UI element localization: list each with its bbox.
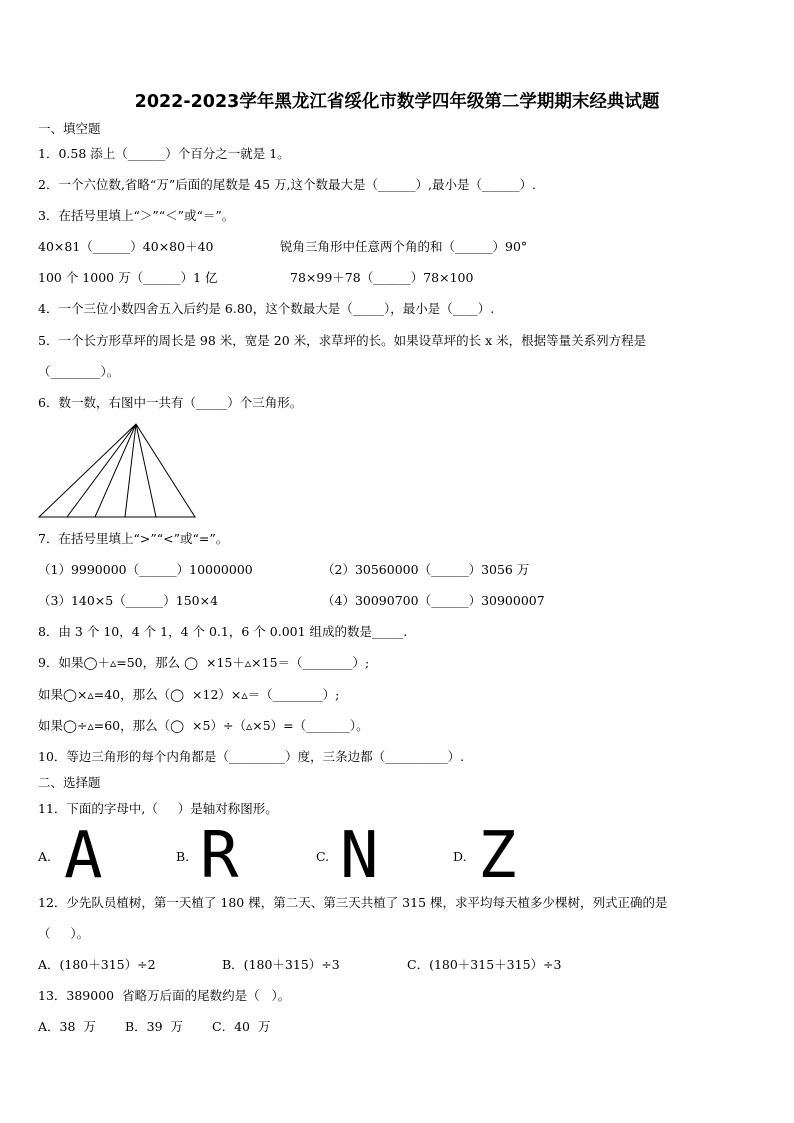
question-13-option-b: B．39 万: [125, 1019, 184, 1034]
question-7: 7．在括号里填上“>”“<”或“=”。: [38, 531, 229, 546]
question-12-option-c: C．(180＋315＋315）÷3: [407, 957, 562, 972]
question-3-item-d: 78×99＋78（______）78×100: [290, 270, 474, 285]
question-12-line-2: （ ）。: [38, 926, 90, 941]
option-a-letter: A: [64, 819, 103, 893]
question-12-option-b: B．(180＋315）÷3: [222, 957, 340, 972]
question-9-line-1: 9．如果◯＋▵=50，那么 ◯ ×15＋▵×15＝（________）;: [38, 655, 370, 670]
question-6: 6．数一数，右图中一共有（_____）个三角形。: [38, 395, 303, 410]
option-b-label: B.: [176, 849, 190, 864]
question-3: 3．在括号里填上“＞”“＜”或“＝”。: [38, 208, 235, 223]
question-5-line-2: （________）。: [38, 364, 120, 379]
question-7-item-3: （3）140×5（______）150×4: [38, 593, 219, 608]
question-3-item-c: 100 个 1000 万（______）1 亿: [38, 270, 218, 285]
question-1: 1．0.58 添上（______）个百分之一就是 1。: [38, 146, 290, 161]
question-2: 2．一个六位数,省略“万”后面的尾数是 45 万,这个数最大是（______）,最小是（______）.: [38, 177, 536, 192]
option-c-label: C.: [316, 849, 330, 864]
question-3-item-b: 锐角三角形中任意两个角的和（______）90°: [280, 239, 528, 254]
option-a-label: A.: [38, 849, 52, 864]
question-9-line-2: 如果◯×▵=40，那么（◯ ×12）×▵＝（________）;: [38, 687, 340, 702]
question-7-item-2: （2）30560000（______）3056 万: [322, 562, 530, 577]
question-11: 11．下面的字母中,（ ）是轴对称图形。: [38, 801, 278, 816]
option-c-letter: N: [340, 819, 379, 893]
option-b-letter: R: [200, 819, 239, 893]
question-10: 10．等边三角形的每个内角都是（_________）度，三条边都（__________）.: [38, 749, 465, 764]
question-13: 13．389000 省略万后面的尾数约是（ ）。: [38, 988, 291, 1003]
section-heading-choice: 二、选择题: [38, 775, 101, 790]
question-9-line-3: 如果◯÷▵=60，那么（◯ ×5）÷（▵×5）=（_______）。: [38, 718, 369, 733]
section-heading-fill-in: 一、填空题: [38, 121, 101, 136]
question-8: 8．由 3 个 10，4 个 1，4 个 0.1，6 个 0.001 组成的数是_____.: [38, 624, 408, 639]
question-7-item-1: （1）9990000（______）10000000: [38, 562, 253, 577]
page-title: 2022-2023学年黑龙江省绥化市数学四年级第二学期期末经典试题: [134, 92, 660, 112]
question-5-line-1: 5．一个长方形草坪的周长是 98 米，宽是 20 米，求草坪的长。如果设草坪的长 x 米，根据等量关系列方程是: [38, 333, 647, 348]
question-7-item-4: （4）30090700（______）30900007: [322, 593, 545, 608]
option-d-letter: Z: [478, 819, 517, 893]
question-13-option-c: C．40 万: [212, 1019, 271, 1034]
question-13-option-a: A．38 万: [38, 1019, 96, 1034]
question-12-line-1: 12．少先队员植树，第一天植了 180 棵，第二天、第三天共植了 315 棵，求平均每天植多少棵树，列式正确的是: [38, 895, 668, 910]
triangle-figure: [38, 422, 198, 520]
option-d-label: D.: [453, 849, 467, 864]
question-4: 4．一个三位小数四舍五入后约是 6.80，这个数最大是（_____），最小是（____）.: [38, 301, 495, 316]
question-12-option-a: A．(180＋315）÷2: [38, 957, 156, 972]
question-3-item-a: 40×81（______）40×80＋40: [38, 239, 214, 254]
